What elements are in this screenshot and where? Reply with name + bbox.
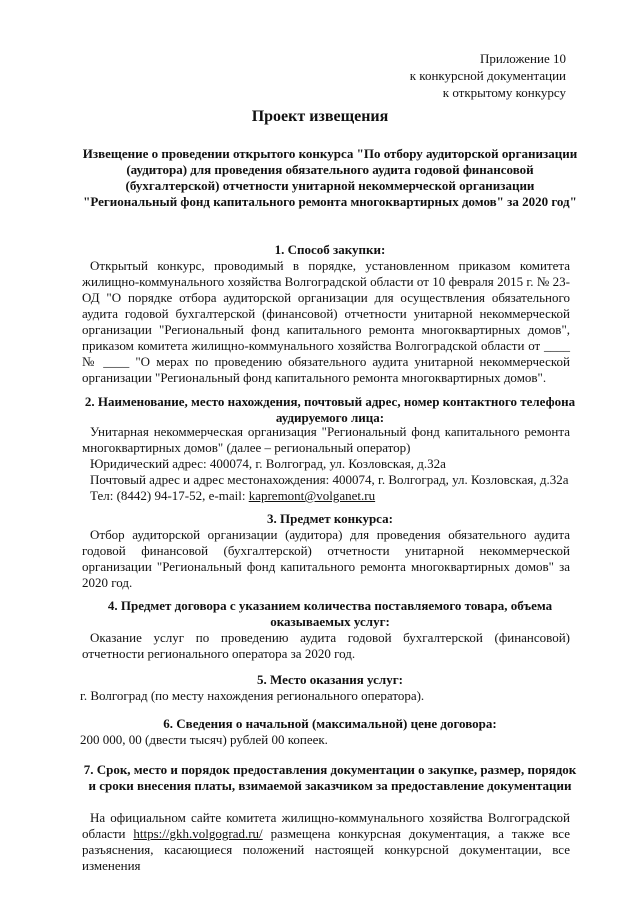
postal-address: Почтовый адрес и адрес местонахождения: 400074, г. Волгоград, ул. Козловская, д.32а bbox=[90, 472, 569, 487]
section-4-heading: 4. Предмет договора с указанием количества поставляемого товара, объема оказываемых услуг: bbox=[107, 598, 553, 629]
section-1-heading: 1. Способ закупки: bbox=[274, 242, 386, 257]
appendix-line-2: к конкурсной документации bbox=[409, 68, 566, 83]
section-4-body: Оказание услуг по проведению аудита годовой бухгалтерской (финансовой) отчетности регионального оператора за 2020 год. bbox=[82, 630, 570, 661]
section-7-body-b: размещена конкурсная документация, а также все разъяснения, касающиеся положений настоящей конкурсной документации, все изменения bbox=[82, 826, 570, 873]
section-7-heading: 7. Срок, место и порядок предоставления документации о закупке, размер, порядок и сроки внесения платы, взимаемой заказчиком за предоставление документации bbox=[83, 762, 577, 793]
section-2-text bbox=[82, 424, 570, 504]
section-2-heading: 2. Наименование, место нахождения, почтовый адрес, номер контактного телефона аудируемого лица: bbox=[84, 394, 576, 425]
section-5-heading: 5. Место оказания услуг: bbox=[257, 672, 403, 687]
section-6-heading: 6. Сведения о начальной (максимальной) цене договора: bbox=[163, 716, 497, 731]
section-5-text: г. Волгоград (по месту нахождения регионального оператора). bbox=[80, 688, 425, 703]
page-title: Проект извещения bbox=[251, 108, 389, 125]
section-3-heading: 3. Предмет конкурса: bbox=[267, 511, 393, 526]
section-4-text bbox=[82, 630, 570, 662]
section-6-text: 200 000, 00 (двести тысяч) рублей 00 копеек. bbox=[80, 732, 328, 747]
phone-line: Тел: (8442) 94-17-52, e-mail: bbox=[90, 488, 249, 503]
section-1-text bbox=[82, 258, 570, 386]
appendix-line-3: к открытому конкурсу bbox=[442, 85, 566, 100]
legal-address: Юридический адрес: 400074, г. Волгоград, ул. Козловская, д.32а bbox=[90, 456, 446, 471]
section-3-body: Отбор аудиторской организации (аудитора) для проведения обязательного аудита годовой финансовой (бухгалтерской) отчетности унитарной некоммерческой организации "Региональный фонд капитального ремонта многоквартирных домов" за 2020 год. bbox=[82, 527, 570, 590]
appendix-line-1: Приложение 10 bbox=[479, 51, 566, 66]
section-1-body: Открытый конкурс, проводимый в порядке, установленном приказом комитета жилищно-коммунального хозяйства Волгоградской области от 10 февраля 2015 г. № 23-ОД "О порядке отбора аудиторской организации для осуществления обязательного аудита годовой бухгалтерской (финансовой) отчетности унитарной некоммерческой организации "Региональный фонд капитального ремонта многоквартирных домов", приказом комитета жилищно-коммунального хозяйства Волгоградской области от ____ № ____ "О мерах по проведению обязательного аудита унитарной некоммерческой организации "Региональный фонд капитального ремонта многоквартирных домов". bbox=[82, 258, 570, 385]
notice-title: Извещение о проведении открытого конкурса "По отбору аудиторской организации (аудитора) для проведения обязательного аудита годовой финансовой (бухгалтерской) отчетности унитарной некоммерческой организации "Региональный фонд капитального ремонта многоквартирных домов" за 2020 год" bbox=[82, 146, 578, 209]
section-3-text bbox=[82, 527, 570, 591]
section-2-body: Унитарная некоммерческая организация "Региональный фонд капитального ремонта многоквартирных домов" (далее – региональный оператор) bbox=[82, 424, 570, 455]
gkh-site-link[interactable]: https://gkh.volgograd.ru/ bbox=[133, 826, 263, 841]
section-7-body-a: На официальном сайте комитета жилищно-коммунального хозяйства Волгоградской области bbox=[82, 810, 570, 841]
email-link[interactable]: kapremont@volganet.ru bbox=[248, 488, 376, 503]
section-7-text bbox=[82, 810, 570, 874]
appendix-note bbox=[410, 50, 566, 101]
